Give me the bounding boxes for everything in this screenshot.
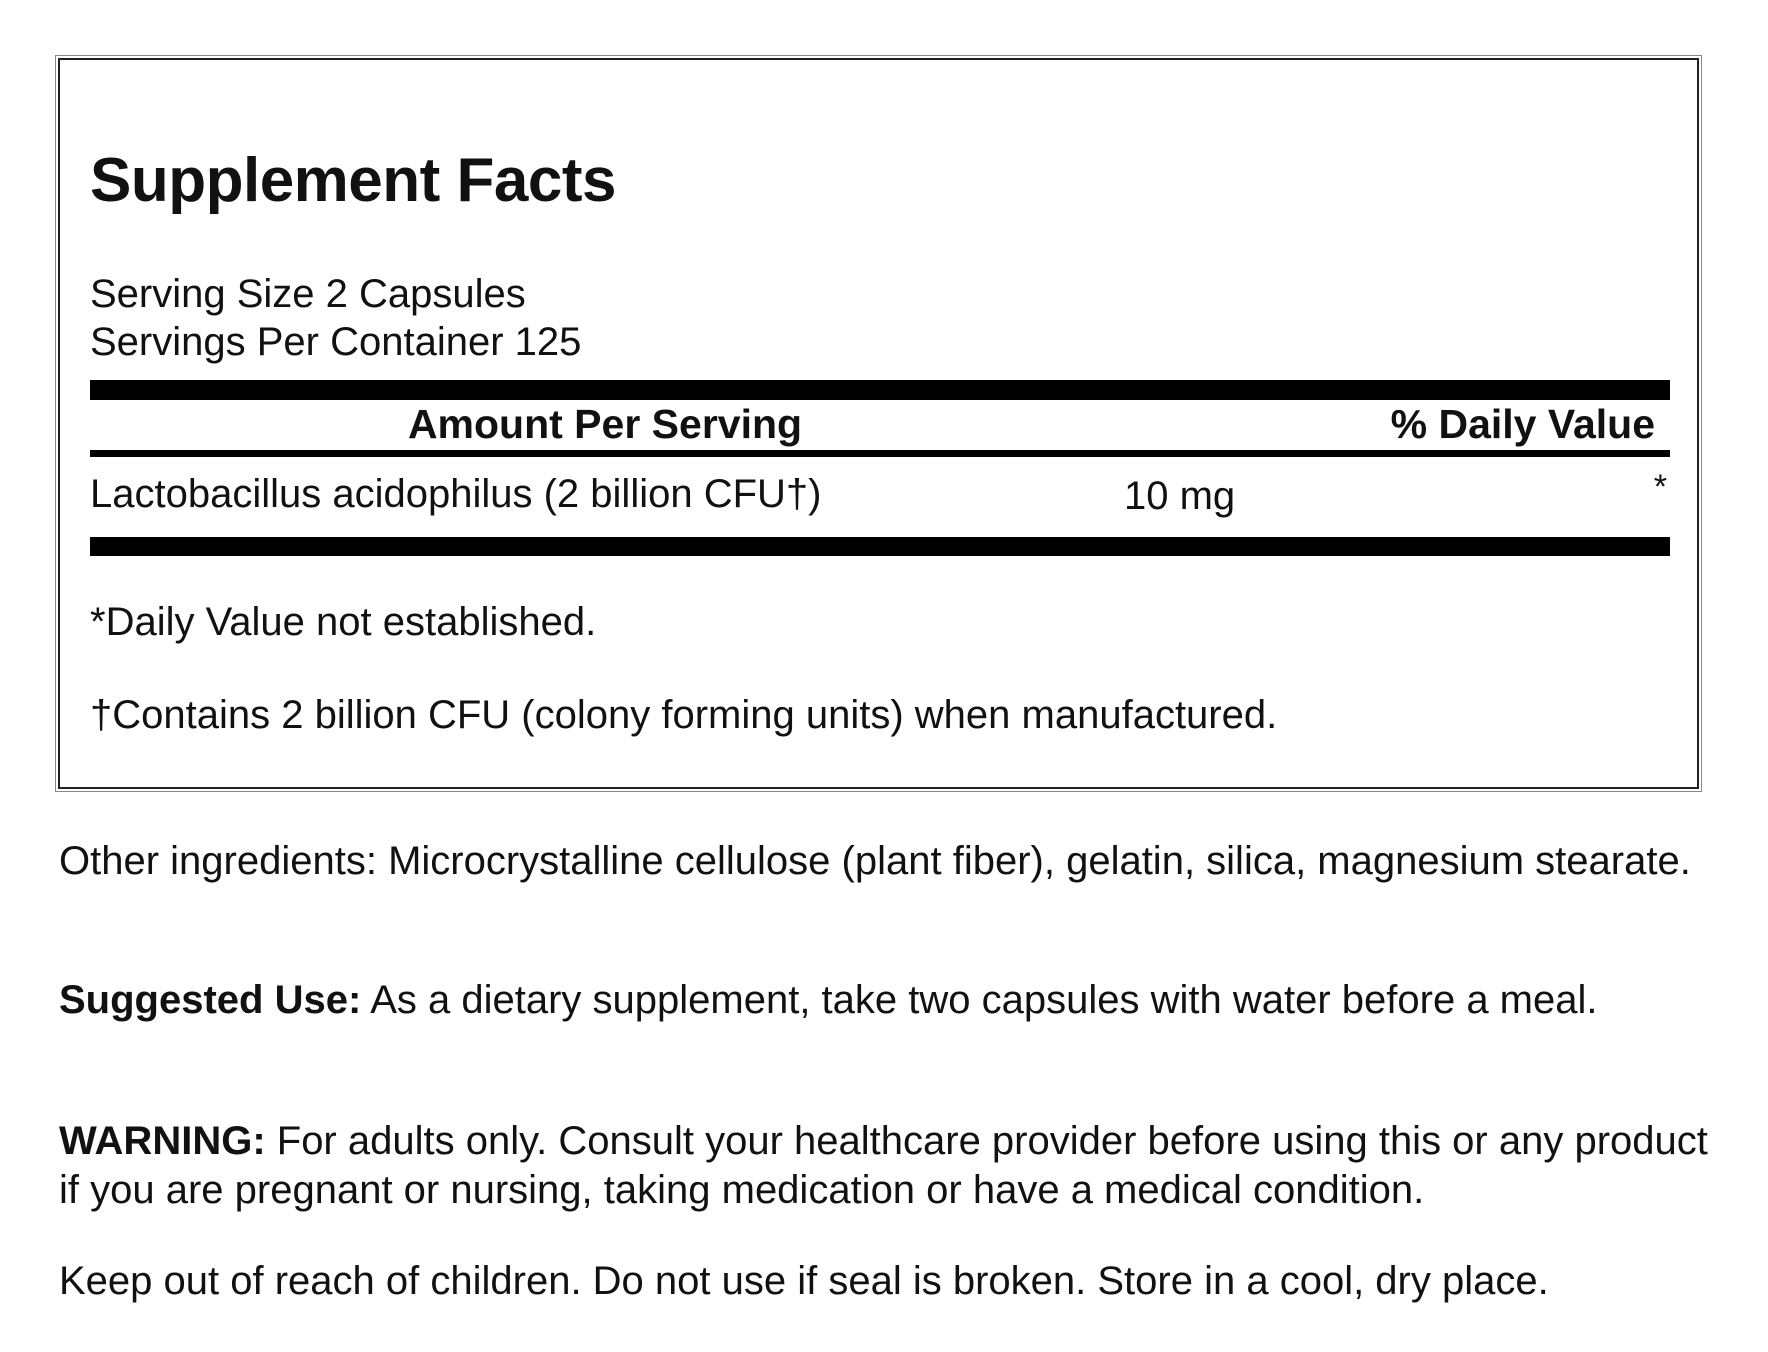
header-daily-value: % Daily Value — [1390, 401, 1655, 447]
supplement-facts-panel — [58, 58, 1699, 789]
facts-title: Supplement Facts — [90, 146, 616, 215]
suggested-use-label: Suggested Use: — [59, 978, 362, 1022]
other-ingredients: Other ingredients: Microcrystalline cellulose (plant fiber), gelatin, silica, magnesium stearate. — [59, 839, 1691, 883]
suggested-use-text: As a dietary supplement, take two capsules with water before a meal. — [361, 978, 1598, 1022]
storage-instructions: Keep out of reach of children. Do not use if seal is broken. Store in a cool, dry place. — [59, 1259, 1549, 1303]
suggested-use — [59, 976, 1719, 1025]
ingredient-name: Lactobacillus acidophilus (2 billion CFU†) — [90, 472, 822, 516]
ingredient-amount: 10 mg — [1124, 474, 1236, 518]
servings-per-container: Servings Per Container 125 — [90, 320, 582, 364]
thick-divider-top — [90, 380, 1670, 400]
warning-text: For adults only. Consult your healthcare provider before using this or any product if you are pregnant or nursing, taking medication or have a medical condition. — [59, 1119, 1708, 1212]
serving-size: Serving Size 2 Capsules — [90, 272, 526, 316]
header-divider — [90, 450, 1670, 457]
warning — [59, 1117, 1719, 1215]
serving-info — [90, 270, 581, 366]
thick-divider-bottom — [90, 537, 1670, 556]
warning-label: WARNING: — [59, 1119, 266, 1163]
footnote-daily-value: *Daily Value not established. — [90, 600, 597, 644]
header-amount-per-serving: Amount Per Serving — [407, 401, 803, 447]
footnote-cfu: †Contains 2 billion CFU (colony forming units) when manufactured. — [90, 693, 1278, 737]
ingredient-daily-value: * — [1653, 468, 1667, 506]
